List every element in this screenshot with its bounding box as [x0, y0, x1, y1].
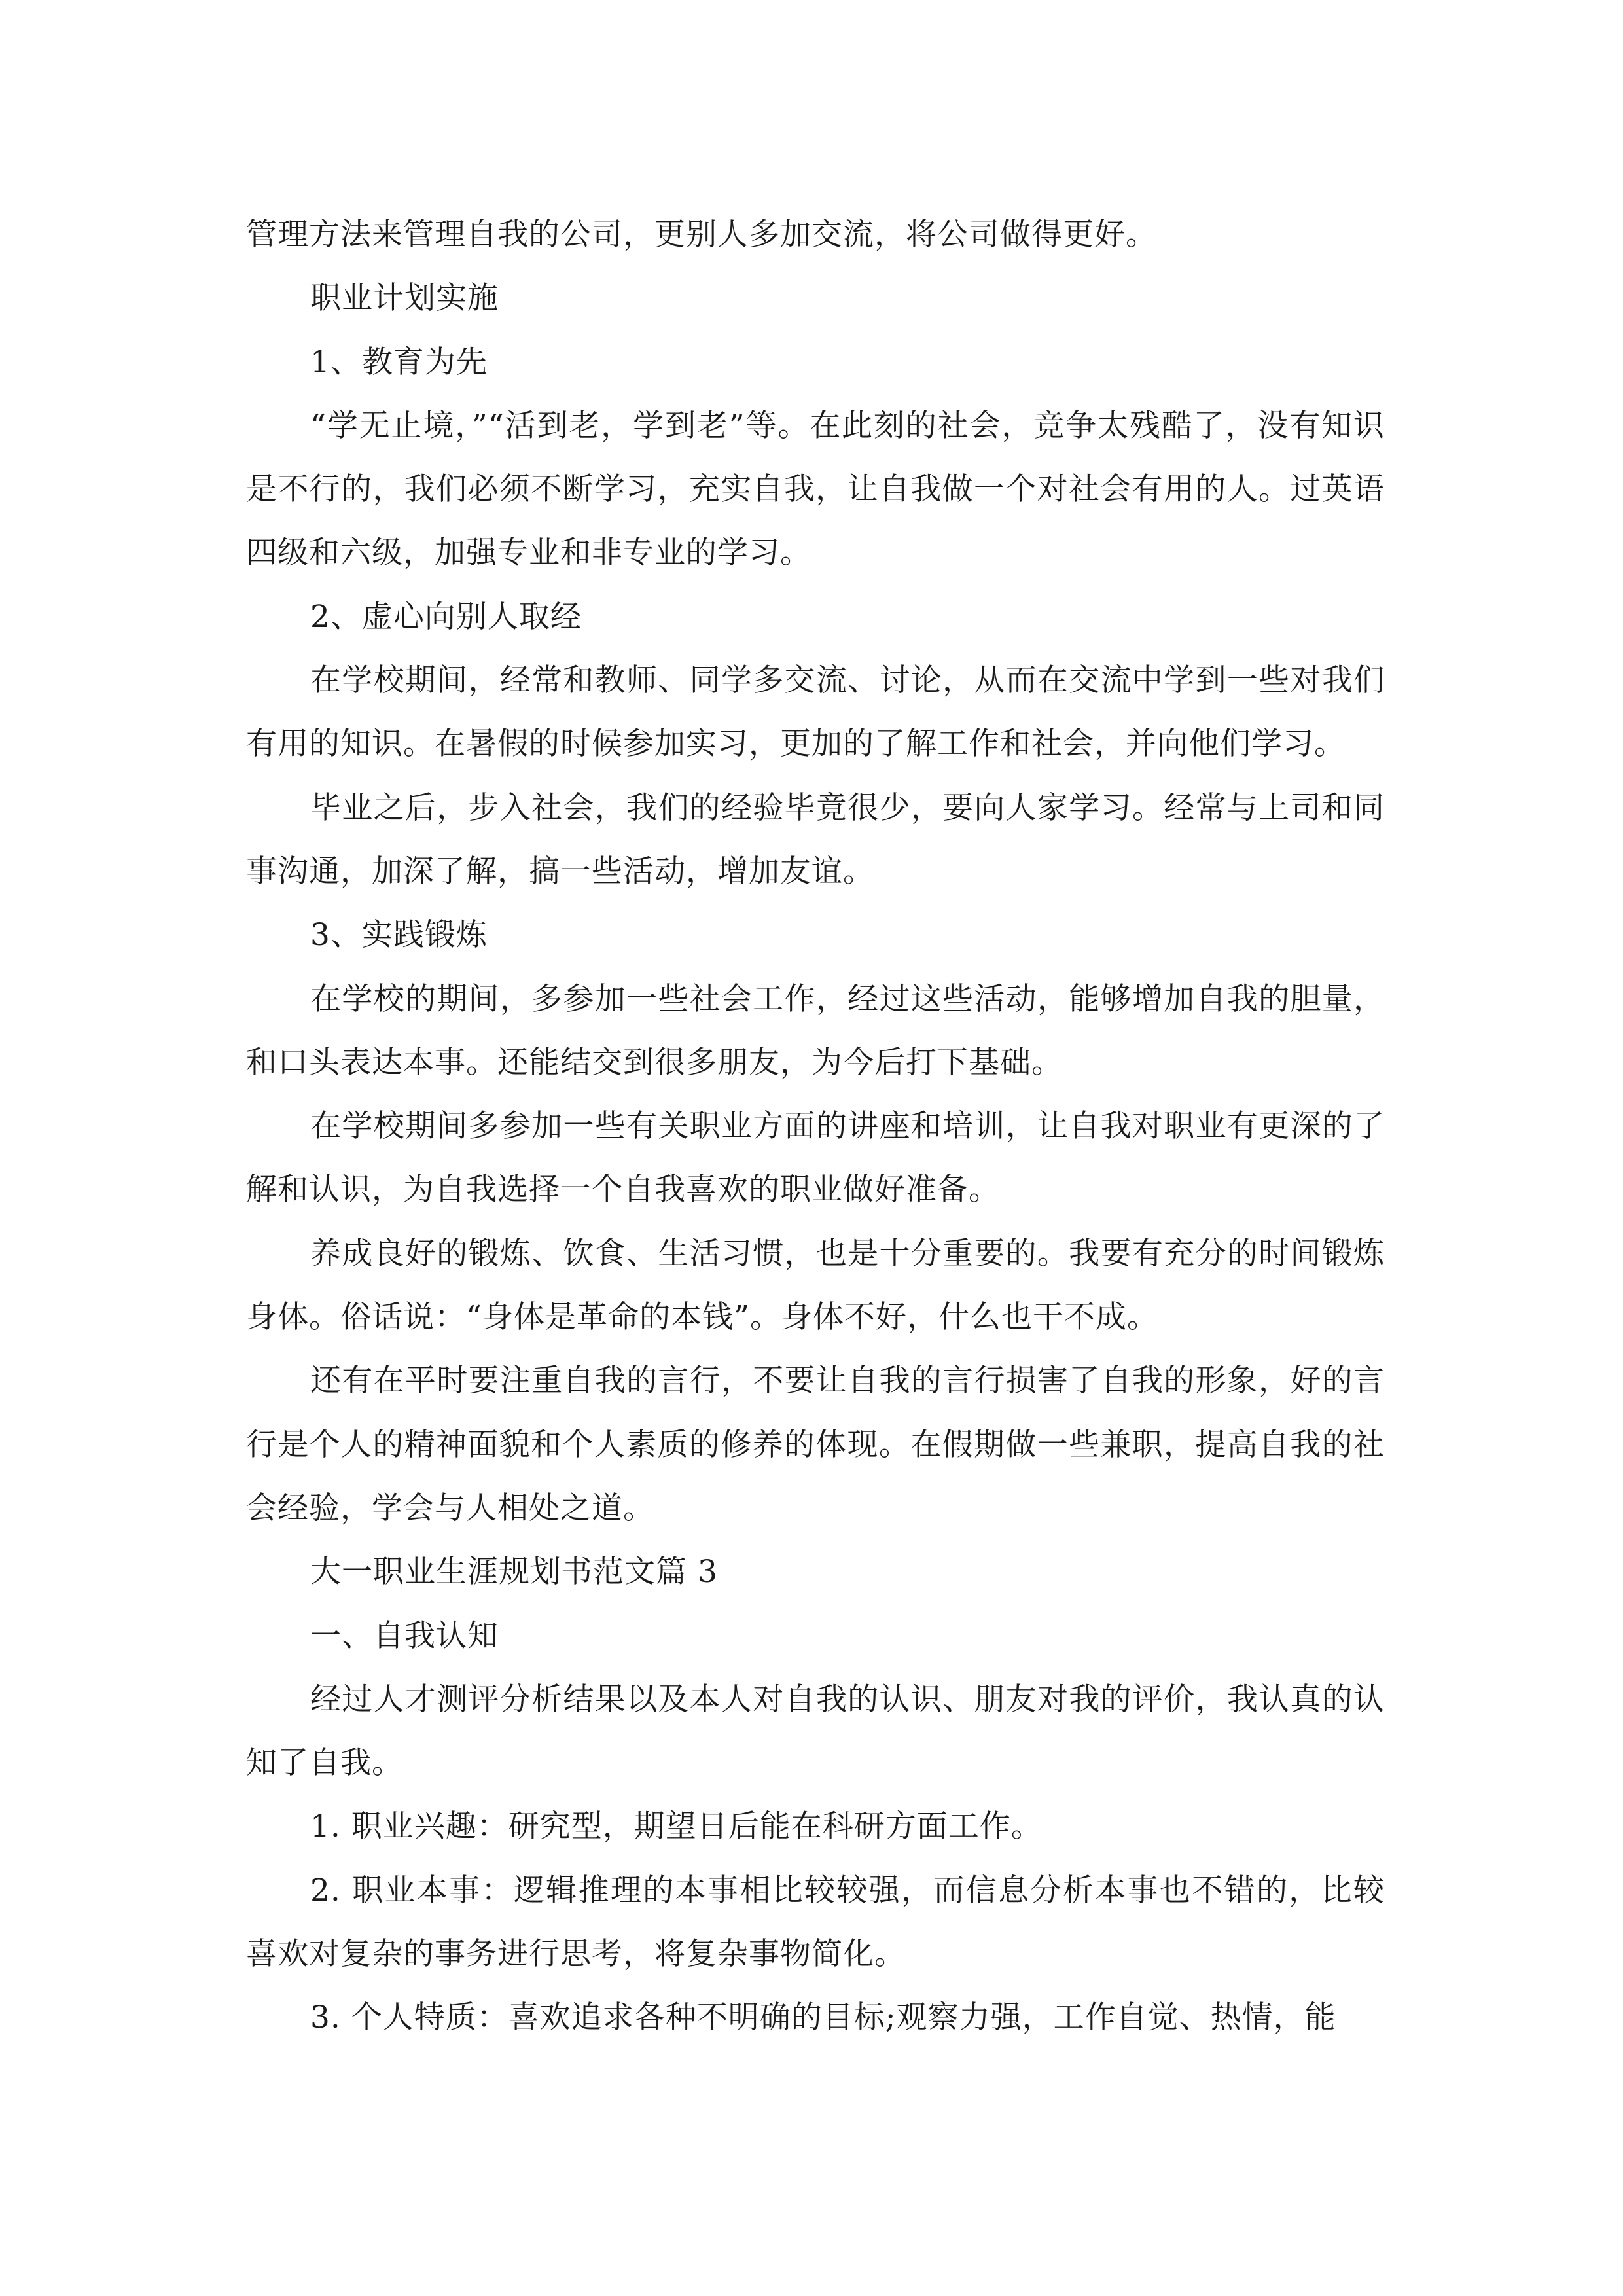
subheading: 一、自我认知: [310, 1617, 499, 1654]
subheading: 3、实践锻炼: [310, 917, 488, 954]
section-heading: 职业计划实施: [310, 280, 499, 317]
document-body: [246, 203, 1385, 2050]
paragraph: 毕业之后，步入社会，我们的经验毕竟很少，要向人家学习。经常与上司和同事沟通，加深了解，搞一些活动，增加友谊。: [246, 789, 1385, 889]
paragraph: 还有在平时要注重自我的言行，不要让自我的言行损害了自我的形象，好的言行是个人的精神面貌和个人素质的修养的体现。在假期做一些兼职，提高自我的社会经验，学会与人相处之道。: [246, 1363, 1385, 1526]
list-item: 2. 职业本事：逻辑推理的本事相比较较强，而信息分析本事也不错的，比较喜欢对复杂的事务进行思考，将复杂事物简化。: [246, 1872, 1385, 1973]
list-item: 1. 职业兴趣：研究型，期望日后能在科研方面工作。: [310, 1808, 1043, 1845]
paragraph: 在学校期间多参加一些有关职业方面的讲座和培训，让自我对职业有更深的了解和认识，为自我选择一个自我喜欢的职业做好准备。: [246, 1108, 1385, 1208]
paragraph: 在学校期间，经常和教师、同学多交流、讨论，从而在交流中学到一些对我们有用的知识。在暑假的时候参加实习，更加的了解工作和社会，并向他们学习。: [246, 662, 1385, 762]
section-title: 大一职业生涯规划书范文篇 3: [310, 1554, 718, 1590]
paragraph: 经过人才测评分析结果以及本人对自我的认识、朋友对我的评价，我认真的认知了自我。: [246, 1681, 1385, 1782]
subheading: 2、虚心向别人取经: [310, 598, 582, 635]
paragraph: 管理方法来管理自我的公司，更别人多加交流，将公司做得更好。: [246, 217, 1157, 253]
paragraph: “学无止境，”“活到老，学到老”等。在此刻的社会，竞争太残酷了，没有知识是不行的，我们必须不断学习，充实自我，让自我做一个对社会有用的人。过英语四级和六级，加强专业和非专业的学习。: [246, 407, 1385, 571]
list-item: 3. 个人特质：喜欢追求各种不明确的目标;观察力强，工作自觉、热情，能: [310, 2000, 1336, 2036]
paragraph: 在学校的期间，多参加一些社会工作，经过这些活动，能够增加自我的胆量，和口头表达本事。还能结交到很多朋友，为今后打下基础。: [246, 980, 1385, 1081]
paragraph: 养成良好的锻炼、饮食、生活习惯，也是十分重要的。我要有充分的时间锻炼身体。俗话说：“身体是革命的本钱”。身体不好，什么也干不成。: [246, 1235, 1385, 1336]
subheading: 1、教育为先: [310, 344, 488, 380]
